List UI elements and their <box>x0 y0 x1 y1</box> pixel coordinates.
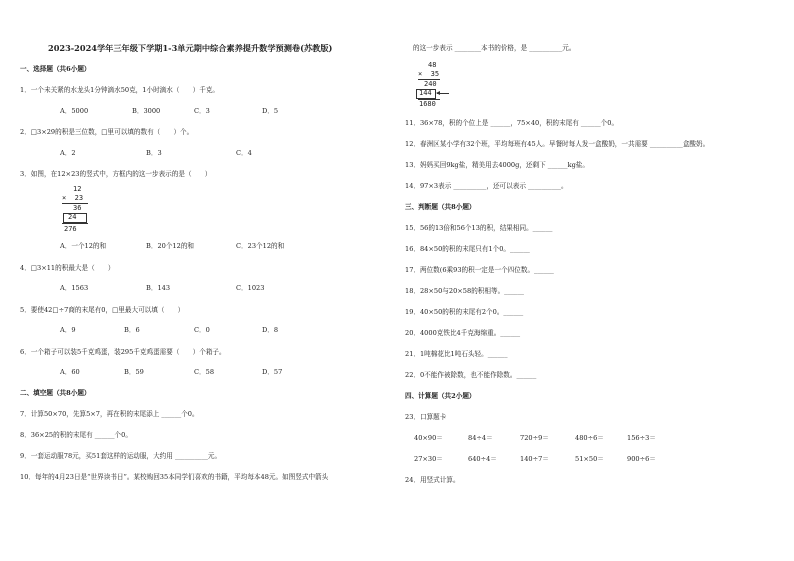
q2-option-c: C．4 <box>236 149 252 157</box>
calc-row-partial-1: 240 <box>424 80 437 88</box>
question-19: 19．40×50的积的末尾有2个0。______ <box>405 308 524 316</box>
calc-row-multiplicand: 12 <box>73 185 82 193</box>
q1-option-b: B．3000 <box>132 107 161 115</box>
calc-row-product: 1680 <box>419 100 436 108</box>
calc-row-multiplier: × 23 <box>62 194 84 202</box>
q5-option-d: D．8 <box>262 326 279 334</box>
question-8: 8．36×25的积的末尾有 ______个0。 <box>20 431 132 439</box>
question-9: 9．一套运动服78元，买51套这样的运动服，大约用 __________元。 <box>20 452 222 460</box>
question-5: 5．要使42□÷7商的末尾有0，□里最大可以填（ ） <box>20 306 185 314</box>
question-16: 16．84×50的积的末尾只有1个0。______ <box>405 245 530 253</box>
q6-option-d: D．57 <box>262 368 283 376</box>
q1-option-a: A．5000 <box>60 107 89 115</box>
page-title: 2023-2024学年三年级下学期1-3单元期中综合素养提升数学预测卷(苏教版) <box>48 43 333 53</box>
q6-option-c: C．58 <box>194 368 215 376</box>
q5-option-b: B．6 <box>124 326 140 334</box>
q1-option-c: C．3 <box>194 107 210 115</box>
q4-option-b: B．143 <box>146 284 171 292</box>
oral-calc-item: 156÷3＝ <box>627 434 656 442</box>
question-21: 21．1吨棉花比1吨石头轻。______ <box>405 350 508 358</box>
question-2: 2．□3×29的积是三位数，□里可以填的数有（ ）个。 <box>20 128 194 136</box>
oral-calc-item: 480÷6＝ <box>575 434 604 442</box>
calc-row-multiplicand: 48 <box>428 61 437 69</box>
q6-option-a: A．60 <box>60 368 80 376</box>
question-15: 15．56的13倍和56个13的积，结果相同。______ <box>405 224 553 232</box>
section-heading-judge: 三、判断题（共8小题） <box>405 203 476 211</box>
q3-option-b: B．20个12的和 <box>146 242 195 250</box>
oral-calc-item: 640÷4＝ <box>468 455 497 463</box>
oral-calc-item: 40×90＝ <box>414 434 443 442</box>
arrow-icon <box>437 93 449 94</box>
q1-option-d: D．5 <box>262 107 279 115</box>
question-10: 10．每年的4月23日是“世界读书日”。某校购回35本同学们喜欢的书籍，平均每本48元。如图竖式中箭头 <box>20 473 329 481</box>
q3-option-a: A．一个12的和 <box>60 242 107 250</box>
question-13: 13．妈妈买回9kg盐，精美用去4000g，还剩下 ______kg盐。 <box>405 161 589 169</box>
question-11: 11．36×78，积的个位上是 ______，75×40，积的末尾有 ______个0。 <box>405 119 619 127</box>
question-23: 23．口算题卡 <box>405 413 447 421</box>
calc-row-partial-1: 36 <box>73 204 82 212</box>
q4-option-a: A．1563 <box>60 284 89 292</box>
oral-calc-item: 140÷7＝ <box>520 455 549 463</box>
question-22: 22．0不能作被除数，也不能作除数。______ <box>405 371 537 379</box>
question-10-continued: 的这一步表示 ________本书的价格，是 __________元。 <box>413 44 576 52</box>
calc-row-product: 276 <box>64 225 77 233</box>
q5-option-a: A．9 <box>60 326 76 334</box>
q2-option-a: A．2 <box>60 149 76 157</box>
calc-row-multiplier: × 35 <box>418 70 440 78</box>
question-7: 7．计算50×70，先算5×7，再在积的末尾添上 ______个0。 <box>20 410 199 418</box>
question-4: 4．□3×11的积最大是（ ） <box>20 264 115 272</box>
question-17: 17．两位数(6乘93的积一定是一个四位数。______ <box>405 266 554 274</box>
q6-option-b: B．59 <box>124 368 144 376</box>
q2-option-b: B．3 <box>146 149 162 157</box>
section-heading-calc: 四、计算题（共2小题） <box>405 392 476 400</box>
question-20: 20．4000克铁比4千克海绵重。______ <box>405 329 521 337</box>
question-6: 6．一个箱子可以装5千克鸡蛋，装295千克鸡蛋需要（ ）个箱子。 <box>20 348 226 356</box>
oral-calc-item: 84÷4＝ <box>468 434 493 442</box>
oral-calc-item: 51×50＝ <box>575 455 604 463</box>
calc-line <box>62 223 88 224</box>
calc-row-partial-2: 144 <box>419 89 432 97</box>
oral-calc-item: 900÷6＝ <box>627 455 656 463</box>
section-heading-fill: 二、填空题（共8小题） <box>20 389 91 397</box>
question-14: 14．97×3表示 __________，还可以表示 __________。 <box>405 182 568 190</box>
oral-calc-item: 720÷9＝ <box>520 434 549 442</box>
q3-option-c: C．23个12的和 <box>236 242 285 250</box>
question-3: 3．如图，在12×23的竖式中，方框内的这一步表示的是（ ） <box>20 170 212 178</box>
section-heading-choice: 一、选择题（共6小题） <box>20 65 91 73</box>
question-24: 24．用竖式计算。 <box>405 476 460 484</box>
calc-row-partial-2: 24 <box>68 213 77 221</box>
question-1: 1．一个未关紧的水龙头1分钟滴水50克，1小时滴水（ ）千克。 <box>20 86 220 94</box>
question-12: 12．春洲区某小学有32个班，平均每班有45人。早餐时每人发一盒酸奶，一共需要 __________盒酸奶。 <box>405 140 710 148</box>
question-18: 18．28×50与20×58的积相等。______ <box>405 287 524 295</box>
q5-option-c: C．0 <box>194 326 210 334</box>
q4-option-c: C．1023 <box>236 284 265 292</box>
oral-calc-item: 27×30＝ <box>414 455 443 463</box>
